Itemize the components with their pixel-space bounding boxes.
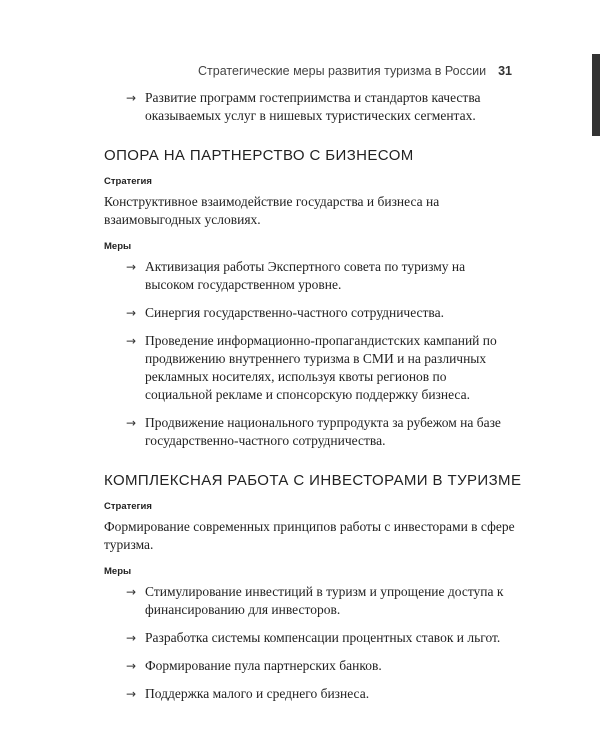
measure-text: Формирование пула партнерских банков. — [145, 658, 382, 673]
arrow-right-icon: → — [126, 91, 137, 105]
measures-list — [104, 583, 516, 703]
measures-label: Меры — [104, 241, 132, 252]
measure-text: Продвижение национального турпродукта за рубежом на базе государственно-частного сотрудничества. — [145, 415, 501, 448]
list-item — [104, 583, 516, 619]
list-item — [104, 657, 516, 675]
page-edge-tab — [592, 54, 600, 136]
section-business-partnership — [104, 147, 516, 450]
running-title: Стратегические меры развития туризма в России — [198, 64, 487, 78]
list-item — [104, 304, 516, 322]
measure-text: Стимулирование инвестиций в туризм и упрощение доступа к финансированию для инвесторов. — [145, 584, 504, 617]
strategy-label: Стратегия — [104, 176, 152, 187]
measure-text: Развитие программ гостеприимства и стандартов качества оказываемых услуг в нишевых туристических сегментах. — [145, 90, 481, 123]
strategy-label: Стратегия — [104, 501, 152, 512]
list-item — [104, 685, 516, 703]
arrow-right-icon: → — [126, 659, 137, 673]
measure-text: Поддержка малого и среднего бизнеса. — [145, 686, 370, 701]
arrow-right-icon: → — [126, 416, 137, 430]
strategy-text: Формирование современных принципов работы с инвесторами в сфере туризма. — [104, 519, 515, 552]
arrow-right-icon: → — [126, 260, 137, 274]
intro-measures-list — [104, 89, 516, 125]
section-title: КОМПЛЕКСНАЯ РАБОТА С ИНВЕСТОРАМИ В ТУРИЗМЕ — [104, 472, 522, 489]
measure-text: Активизация работы Экспертного совета по туризму на высоком государственном уровне. — [145, 259, 466, 292]
list-item — [104, 414, 516, 450]
section-title: ОПОРА НА ПАРТНЕРСТВО С БИЗНЕСОМ — [104, 147, 414, 164]
arrow-right-icon: → — [126, 334, 137, 348]
arrow-right-icon: → — [126, 585, 137, 599]
page-number: 31 — [498, 64, 512, 78]
measures-list — [104, 258, 516, 450]
list-item — [104, 258, 516, 294]
list-item — [104, 332, 516, 404]
section-investors — [104, 472, 522, 703]
measures-label: Меры — [104, 566, 132, 577]
running-header — [104, 64, 512, 78]
measure-text: Проведение информационно-пропагандистских кампаний по продвижению внутреннего туризма в СМИ и на различных рекламных носителях, используя квоты регионов по социальной рекламе и спонсорскую поддержку бизнеса. — [145, 333, 497, 402]
arrow-right-icon: → — [126, 631, 137, 645]
measure-text: Разработка системы компенсации процентных ставок и льгот. — [145, 630, 501, 645]
page-content — [104, 89, 522, 713]
strategy-text: Конструктивное взаимодействие государства и бизнеса на взаимовыгодных условиях. — [104, 194, 440, 227]
list-item — [104, 629, 516, 647]
arrow-right-icon: → — [126, 687, 137, 701]
list-item — [104, 89, 516, 125]
arrow-right-icon: → — [126, 306, 137, 320]
measure-text: Синергия государственно-частного сотрудничества. — [145, 305, 444, 320]
